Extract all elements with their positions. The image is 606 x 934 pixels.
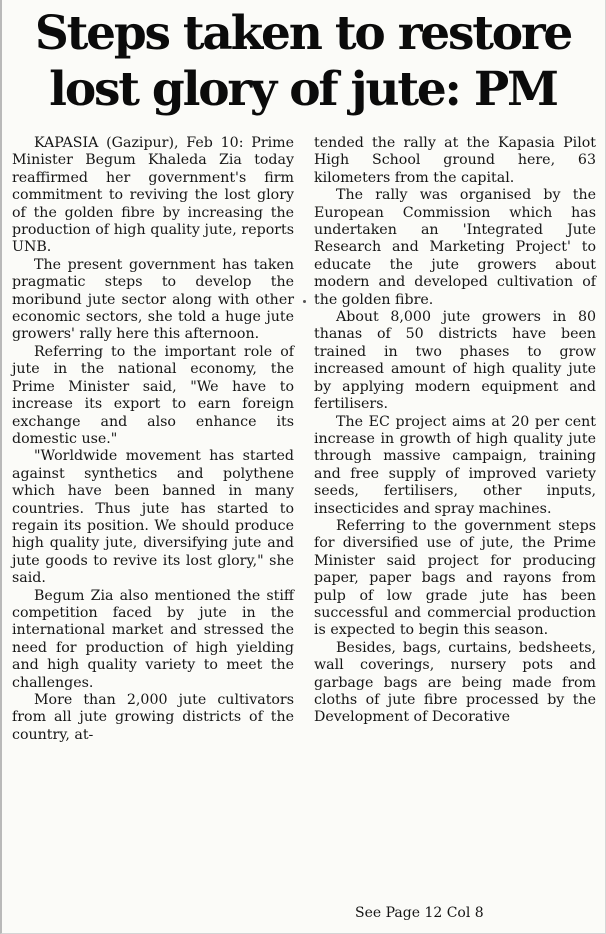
paragraph: The EC project aims at 20 per cent increase in growth of high quality jute through massive campaign, training and free supply of improved variety seeds, fertilisers, other inputs, insecticides and spray machines. xyxy=(314,413,596,517)
continued-on-page-line: See Page 12 Col 8 xyxy=(355,905,484,921)
headline xyxy=(0,6,606,118)
right-column xyxy=(314,135,596,727)
left-column xyxy=(12,135,294,744)
headline-line-1: Steps taken to restore xyxy=(34,6,572,61)
paragraph: The rally was organised by the European Commission which has undertaken an 'Integrated Jute Research and Marketing Project' to educate the jute growers about modern and developed cultivation of the golden fibre. xyxy=(314,187,596,308)
paragraph: Referring to the government steps for diversified use of jute, the Prime Minister said project for producing paper, paper bags and rayons from pulp of low grade jute has been successful and commercial production is expected to begin this season. xyxy=(314,517,596,639)
paragraph: Besides, bags, curtains, bedsheets, wall coverings, nursery pots and garbage bags are being made from cloths of jute fibre processed by the Development of Decorative xyxy=(314,639,596,726)
paragraph-continued: tended the rally at the Kapasia Pilot High School ground here, 63 kilometers from the capital. xyxy=(314,135,596,186)
paragraph: More than 2,000 jute cultivators from all jute growing districts of the country, at- xyxy=(12,692,294,743)
paragraph: About 8,000 jute growers in 80 thanas of 50 districts have been trained in two phases to grow increased amount of high quality jute by applying modern equipment and fertilisers. xyxy=(314,309,596,413)
ink-speck xyxy=(303,300,306,303)
paragraph: Referring to the important role of jute in the national economy, the Prime Minister said, "We have to increase its export to earn foreign exchange and also enhance its domestic use." xyxy=(12,343,294,447)
paragraph: Begum Zia also mentioned the stiff competition faced by jute in the international market and stressed the need for production of high yielding and high quality variety to meet the challenges. xyxy=(12,587,294,691)
paragraph-dateline: KAPASIA (Gazipur), Feb 10: Prime Minister Begum Khaleda Zia today reaffirmed her government's firm commitment to reviving the lost glory of the golden fibre by increasing the production of high quality jute, reports UNB. xyxy=(12,135,294,256)
paragraph: The present government has taken pragmatic steps to develop the moribund jute sector along with other economic sectors, she told a huge jute growers' rally here this afternoon. xyxy=(12,256,294,343)
headline-line-2: lost glory of jute: PM xyxy=(49,62,557,117)
paragraph: "Worldwide movement has started against synthetics and polythene which have been banned in many countries. Thus jute has started to regain its position. We should produce high quality jute, diversifying jute and jute goods to revive its lost glory," she said. xyxy=(12,448,294,587)
